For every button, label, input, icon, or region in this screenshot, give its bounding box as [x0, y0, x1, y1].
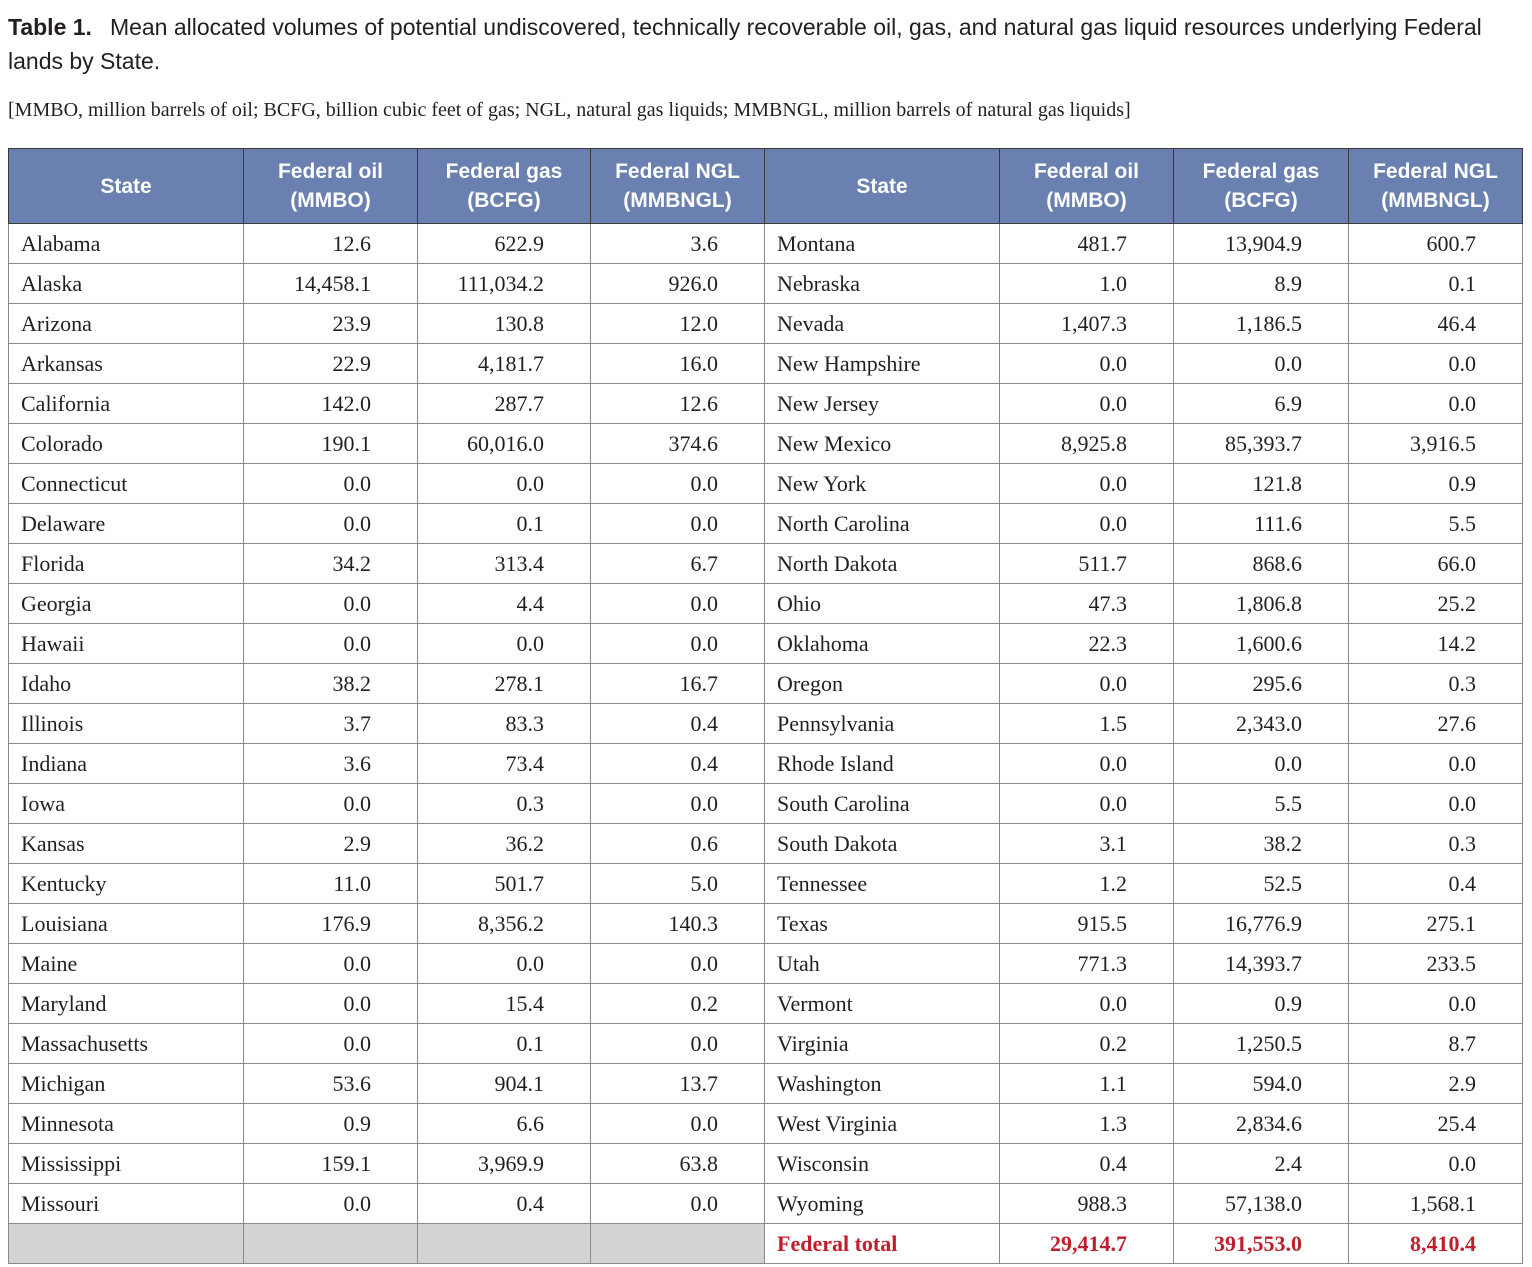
federal-ngl-cell: 25.2: [1349, 584, 1523, 624]
table-row: [9, 504, 1523, 544]
federal-ngl-cell: 0.0: [1349, 784, 1523, 824]
state-cell: New Mexico: [765, 424, 1000, 464]
federal-oil-cell: 0.0: [1000, 664, 1174, 704]
federal-oil-cell: 3.6: [244, 744, 418, 784]
federal-gas-cell: 5.5: [1174, 784, 1349, 824]
federal-gas-cell: 15.4: [418, 984, 591, 1024]
federal-oil-cell: 915.5: [1000, 904, 1174, 944]
table-row: [9, 1184, 1523, 1224]
federal-gas-cell: 622.9: [418, 224, 591, 264]
federal-ngl-cell: 2.9: [1349, 1064, 1523, 1104]
federal-oil-cell: 481.7: [1000, 224, 1174, 264]
federal-oil-cell: 38.2: [244, 664, 418, 704]
federal-oil-cell: 0.9: [244, 1104, 418, 1144]
federal-ngl-cell: 6.7: [591, 544, 765, 584]
federal-gas-cell: 8.9: [1174, 264, 1349, 304]
federal-oil-cell: 0.2: [1000, 1024, 1174, 1064]
federal-gas-cell: 83.3: [418, 704, 591, 744]
federal-oil-cell: 0.0: [244, 464, 418, 504]
table-row: [9, 384, 1523, 424]
state-cell: Minnesota: [9, 1104, 244, 1144]
federal-oil-cell: 11.0: [244, 864, 418, 904]
federal-oil-cell: 0.0: [244, 1184, 418, 1224]
state-cell: New Hampshire: [765, 344, 1000, 384]
table-title: Mean allocated volumes of potential undiscovered, technically recoverable oil, gas, and natural gas liquid resources underlying Federal lands by State.: [8, 14, 1482, 74]
federal-ngl-cell: 0.0: [1349, 744, 1523, 784]
table-row: [9, 584, 1523, 624]
federal-oil-cell: 1,407.3: [1000, 304, 1174, 344]
state-cell: California: [9, 384, 244, 424]
federal-gas-cell: 73.4: [418, 744, 591, 784]
state-cell: Nevada: [765, 304, 1000, 344]
state-cell: Iowa: [9, 784, 244, 824]
federal-oil-cell: 53.6: [244, 1064, 418, 1104]
table-row: [9, 304, 1523, 344]
table-row: [9, 984, 1523, 1024]
total-row: [9, 1224, 1523, 1264]
federal-ngl-cell: 0.3: [1349, 824, 1523, 864]
federal-ngl-cell: 16.0: [591, 344, 765, 384]
federal-oil-cell: 0.0: [1000, 504, 1174, 544]
federal-ngl-cell: 27.6: [1349, 704, 1523, 744]
federal-gas-cell: 13,904.9: [1174, 224, 1349, 264]
federal-total-oil: 29,414.7: [1000, 1224, 1174, 1264]
header-state: State: [9, 149, 244, 224]
federal-oil-cell: 1.2: [1000, 864, 1174, 904]
federal-gas-cell: 868.6: [1174, 544, 1349, 584]
federal-gas-cell: 0.3: [418, 784, 591, 824]
table-row: [9, 704, 1523, 744]
state-cell: Utah: [765, 944, 1000, 984]
federal-oil-cell: 142.0: [244, 384, 418, 424]
federal-oil-cell: 0.0: [244, 784, 418, 824]
federal-ngl-cell: 0.0: [591, 584, 765, 624]
federal-ngl-cell: 0.4: [1349, 864, 1523, 904]
state-cell: Delaware: [9, 504, 244, 544]
federal-oil-cell: 23.9: [244, 304, 418, 344]
federal-oil-cell: 1.1: [1000, 1064, 1174, 1104]
federal-oil-cell: 0.0: [244, 944, 418, 984]
table-caption: [8, 10, 1508, 78]
federal-ngl-cell: 0.0: [591, 464, 765, 504]
table-row: [9, 784, 1523, 824]
state-cell: Tennessee: [765, 864, 1000, 904]
table-row: [9, 344, 1523, 384]
federal-oil-cell: 14,458.1: [244, 264, 418, 304]
federal-gas-cell: 52.5: [1174, 864, 1349, 904]
blank-cell: [244, 1224, 418, 1264]
federal-gas-cell: 2,834.6: [1174, 1104, 1349, 1144]
federal-oil-cell: 0.0: [1000, 784, 1174, 824]
federal-oil-cell: 34.2: [244, 544, 418, 584]
state-cell: Florida: [9, 544, 244, 584]
federal-ngl-cell: 0.9: [1349, 464, 1523, 504]
federal-oil-cell: 0.0: [244, 984, 418, 1024]
table-row: [9, 544, 1523, 584]
federal-gas-cell: 501.7: [418, 864, 591, 904]
abbreviations-note: [MMBO, million barrels of oil; BCFG, billion cubic feet of gas; NGL, natural gas liquids; MMBNGL, million barrels of natural gas liquids]: [8, 99, 1131, 121]
federal-ngl-cell: 0.2: [591, 984, 765, 1024]
federal-ngl-cell: 0.3: [1349, 664, 1523, 704]
state-cell: Connecticut: [9, 464, 244, 504]
table-label: Table 1.: [8, 14, 92, 40]
federal-ngl-cell: 0.4: [591, 744, 765, 784]
federal-ngl-cell: 0.0: [591, 624, 765, 664]
federal-oil-cell: 511.7: [1000, 544, 1174, 584]
federal-gas-cell: 295.6: [1174, 664, 1349, 704]
federal-gas-cell: 278.1: [418, 664, 591, 704]
state-cell: Ohio: [765, 584, 1000, 624]
state-cell: Alabama: [9, 224, 244, 264]
blank-cell: [418, 1224, 591, 1264]
federal-gas-cell: 0.1: [418, 1024, 591, 1064]
federal-gas-cell: 0.4: [418, 1184, 591, 1224]
federal-gas-cell: 57,138.0: [1174, 1184, 1349, 1224]
federal-gas-cell: 111,034.2: [418, 264, 591, 304]
federal-ngl-cell: 0.0: [591, 1104, 765, 1144]
state-cell: Michigan: [9, 1064, 244, 1104]
federal-oil-cell: 22.9: [244, 344, 418, 384]
table-row: [9, 1024, 1523, 1064]
federal-oil-cell: 159.1: [244, 1144, 418, 1184]
federal-ngl-cell: 275.1: [1349, 904, 1523, 944]
federal-ngl-cell: 0.0: [1349, 1144, 1523, 1184]
federal-gas-cell: 2,343.0: [1174, 704, 1349, 744]
state-cell: Virginia: [765, 1024, 1000, 1064]
state-cell: Washington: [765, 1064, 1000, 1104]
state-cell: Mississippi: [9, 1144, 244, 1184]
federal-ngl-cell: 926.0: [591, 264, 765, 304]
federal-ngl-cell: 12.0: [591, 304, 765, 344]
federal-oil-cell: 22.3: [1000, 624, 1174, 664]
state-cell: Nebraska: [765, 264, 1000, 304]
state-cell: Vermont: [765, 984, 1000, 1024]
federal-gas-cell: 60,016.0: [418, 424, 591, 464]
federal-oil-cell: 1.5: [1000, 704, 1174, 744]
table-row: [9, 624, 1523, 664]
federal-gas-cell: 1,186.5: [1174, 304, 1349, 344]
federal-oil-cell: 1.0: [1000, 264, 1174, 304]
state-cell: North Carolina: [765, 504, 1000, 544]
federal-oil-cell: 0.0: [244, 504, 418, 544]
table-row: [9, 464, 1523, 504]
federal-oil-cell: 12.6: [244, 224, 418, 264]
federal-ngl-cell: 0.1: [1349, 264, 1523, 304]
federal-gas-cell: 38.2: [1174, 824, 1349, 864]
state-cell: North Dakota: [765, 544, 1000, 584]
federal-oil-cell: 0.0: [1000, 744, 1174, 784]
state-cell: Louisiana: [9, 904, 244, 944]
federal-gas-cell: 8,356.2: [418, 904, 591, 944]
state-cell: West Virginia: [765, 1104, 1000, 1144]
federal-ngl-cell: 0.0: [591, 504, 765, 544]
federal-oil-cell: 771.3: [1000, 944, 1174, 984]
federal-ngl-cell: 0.0: [591, 944, 765, 984]
state-cell: Hawaii: [9, 624, 244, 664]
federal-ngl-cell: 140.3: [591, 904, 765, 944]
state-cell: South Carolina: [765, 784, 1000, 824]
federal-ngl-cell: 46.4: [1349, 304, 1523, 344]
state-cell: Indiana: [9, 744, 244, 784]
federal-ngl-cell: 14.2: [1349, 624, 1523, 664]
federal-gas-cell: 1,250.5: [1174, 1024, 1349, 1064]
federal-ngl-cell: 12.6: [591, 384, 765, 424]
federal-ngl-cell: 3,916.5: [1349, 424, 1523, 464]
table-row: [9, 744, 1523, 784]
federal-oil-cell: 190.1: [244, 424, 418, 464]
federal-oil-cell: 2.9: [244, 824, 418, 864]
federal-gas-cell: 1,806.8: [1174, 584, 1349, 624]
federal-oil-cell: 8,925.8: [1000, 424, 1174, 464]
federal-oil-cell: 3.7: [244, 704, 418, 744]
federal-gas-cell: 16,776.9: [1174, 904, 1349, 944]
federal-oil-cell: 0.0: [1000, 384, 1174, 424]
federal-ngl-cell: 5.0: [591, 864, 765, 904]
federal-gas-cell: 904.1: [418, 1064, 591, 1104]
federal-gas-cell: 287.7: [418, 384, 591, 424]
federal-ngl-cell: 13.7: [591, 1064, 765, 1104]
federal-ngl-cell: 600.7: [1349, 224, 1523, 264]
state-cell: Montana: [765, 224, 1000, 264]
federal-gas-cell: 3,969.9: [418, 1144, 591, 1184]
federal-ngl-cell: 0.0: [591, 784, 765, 824]
state-cell: Arizona: [9, 304, 244, 344]
federal-ngl-cell: 16.7: [591, 664, 765, 704]
state-cell: Wyoming: [765, 1184, 1000, 1224]
federal-oil-cell: 1.3: [1000, 1104, 1174, 1144]
table-row: [9, 864, 1523, 904]
federal-ngl-cell: 3.6: [591, 224, 765, 264]
federal-ngl-cell: 0.0: [1349, 384, 1523, 424]
table-row: [9, 224, 1523, 264]
federal-gas-cell: 2.4: [1174, 1144, 1349, 1184]
header-federal-gas: Federal gas (BCFG): [1174, 149, 1349, 224]
state-cell: Oregon: [765, 664, 1000, 704]
federal-ngl-cell: 5.5: [1349, 504, 1523, 544]
federal-gas-cell: 0.0: [1174, 344, 1349, 384]
header-federal-oil: Federal oil (MMBO): [1000, 149, 1174, 224]
federal-total-label: Federal total: [765, 1224, 1000, 1264]
federal-gas-cell: 0.9: [1174, 984, 1349, 1024]
federal-gas-cell: 0.0: [418, 944, 591, 984]
header-row: [9, 149, 1523, 224]
federal-ngl-cell: 0.0: [1349, 344, 1523, 384]
state-cell: Colorado: [9, 424, 244, 464]
federal-gas-cell: 0.0: [418, 624, 591, 664]
header-state: State: [765, 149, 1000, 224]
federal-oil-cell: 0.0: [244, 584, 418, 624]
federal-oil-cell: 176.9: [244, 904, 418, 944]
table-row: [9, 944, 1523, 984]
state-cell: Oklahoma: [765, 624, 1000, 664]
header-federal-ngl: Federal NGL (MMBNGL): [591, 149, 765, 224]
state-cell: Maryland: [9, 984, 244, 1024]
table-row: [9, 664, 1523, 704]
federal-ngl-cell: 0.0: [591, 1024, 765, 1064]
federal-oil-cell: 0.4: [1000, 1144, 1174, 1184]
federal-ngl-cell: 1,568.1: [1349, 1184, 1523, 1224]
state-cell: Kansas: [9, 824, 244, 864]
federal-gas-cell: 4,181.7: [418, 344, 591, 384]
table-row: [9, 904, 1523, 944]
federal-gas-cell: 111.6: [1174, 504, 1349, 544]
federal-gas-cell: 594.0: [1174, 1064, 1349, 1104]
state-cell: Alaska: [9, 264, 244, 304]
state-cell: Missouri: [9, 1184, 244, 1224]
resources-table: [8, 148, 1523, 1264]
blank-cell: [591, 1224, 765, 1264]
federal-oil-cell: 0.0: [1000, 344, 1174, 384]
federal-ngl-cell: 25.4: [1349, 1104, 1523, 1144]
state-cell: Maine: [9, 944, 244, 984]
federal-gas-cell: 313.4: [418, 544, 591, 584]
table-row: [9, 264, 1523, 304]
state-cell: Massachusetts: [9, 1024, 244, 1064]
federal-ngl-cell: 374.6: [591, 424, 765, 464]
federal-ngl-cell: 233.5: [1349, 944, 1523, 984]
federal-gas-cell: 4.4: [418, 584, 591, 624]
state-cell: Wisconsin: [765, 1144, 1000, 1184]
federal-gas-cell: 36.2: [418, 824, 591, 864]
federal-ngl-cell: 8.7: [1349, 1024, 1523, 1064]
federal-ngl-cell: 0.4: [591, 704, 765, 744]
state-cell: Kentucky: [9, 864, 244, 904]
federal-ngl-cell: 0.6: [591, 824, 765, 864]
federal-oil-cell: 0.0: [1000, 464, 1174, 504]
federal-gas-cell: 85,393.7: [1174, 424, 1349, 464]
state-cell: South Dakota: [765, 824, 1000, 864]
federal-total-ngl: 8,410.4: [1349, 1224, 1523, 1264]
federal-gas-cell: 121.8: [1174, 464, 1349, 504]
federal-gas-cell: 6.9: [1174, 384, 1349, 424]
federal-gas-cell: 0.0: [418, 464, 591, 504]
federal-gas-cell: 1,600.6: [1174, 624, 1349, 664]
federal-gas-cell: 14,393.7: [1174, 944, 1349, 984]
federal-total-gas: 391,553.0: [1174, 1224, 1349, 1264]
federal-oil-cell: 3.1: [1000, 824, 1174, 864]
federal-ngl-cell: 66.0: [1349, 544, 1523, 584]
table-row: [9, 1104, 1523, 1144]
state-cell: New York: [765, 464, 1000, 504]
federal-oil-cell: 0.0: [1000, 984, 1174, 1024]
federal-gas-cell: 0.1: [418, 504, 591, 544]
federal-gas-cell: 130.8: [418, 304, 591, 344]
header-federal-oil: Federal oil (MMBO): [244, 149, 418, 224]
federal-oil-cell: 0.0: [244, 1024, 418, 1064]
federal-oil-cell: 988.3: [1000, 1184, 1174, 1224]
federal-ngl-cell: 0.0: [591, 1184, 765, 1224]
federal-ngl-cell: 0.0: [1349, 984, 1523, 1024]
federal-oil-cell: 0.0: [244, 624, 418, 664]
header-federal-ngl: Federal NGL (MMBNGL): [1349, 149, 1523, 224]
blank-cell: [9, 1224, 244, 1264]
state-cell: New Jersey: [765, 384, 1000, 424]
state-cell: Rhode Island: [765, 744, 1000, 784]
table-row: [9, 824, 1523, 864]
state-cell: Illinois: [9, 704, 244, 744]
state-cell: Pennsylvania: [765, 704, 1000, 744]
federal-ngl-cell: 63.8: [591, 1144, 765, 1184]
table-row: [9, 424, 1523, 464]
table-row: [9, 1144, 1523, 1184]
table-row: [9, 1064, 1523, 1104]
federal-gas-cell: 0.0: [1174, 744, 1349, 784]
federal-gas-cell: 6.6: [418, 1104, 591, 1144]
state-cell: Arkansas: [9, 344, 244, 384]
state-cell: Idaho: [9, 664, 244, 704]
federal-oil-cell: 47.3: [1000, 584, 1174, 624]
header-federal-gas: Federal gas (BCFG): [418, 149, 591, 224]
state-cell: Georgia: [9, 584, 244, 624]
state-cell: Texas: [765, 904, 1000, 944]
